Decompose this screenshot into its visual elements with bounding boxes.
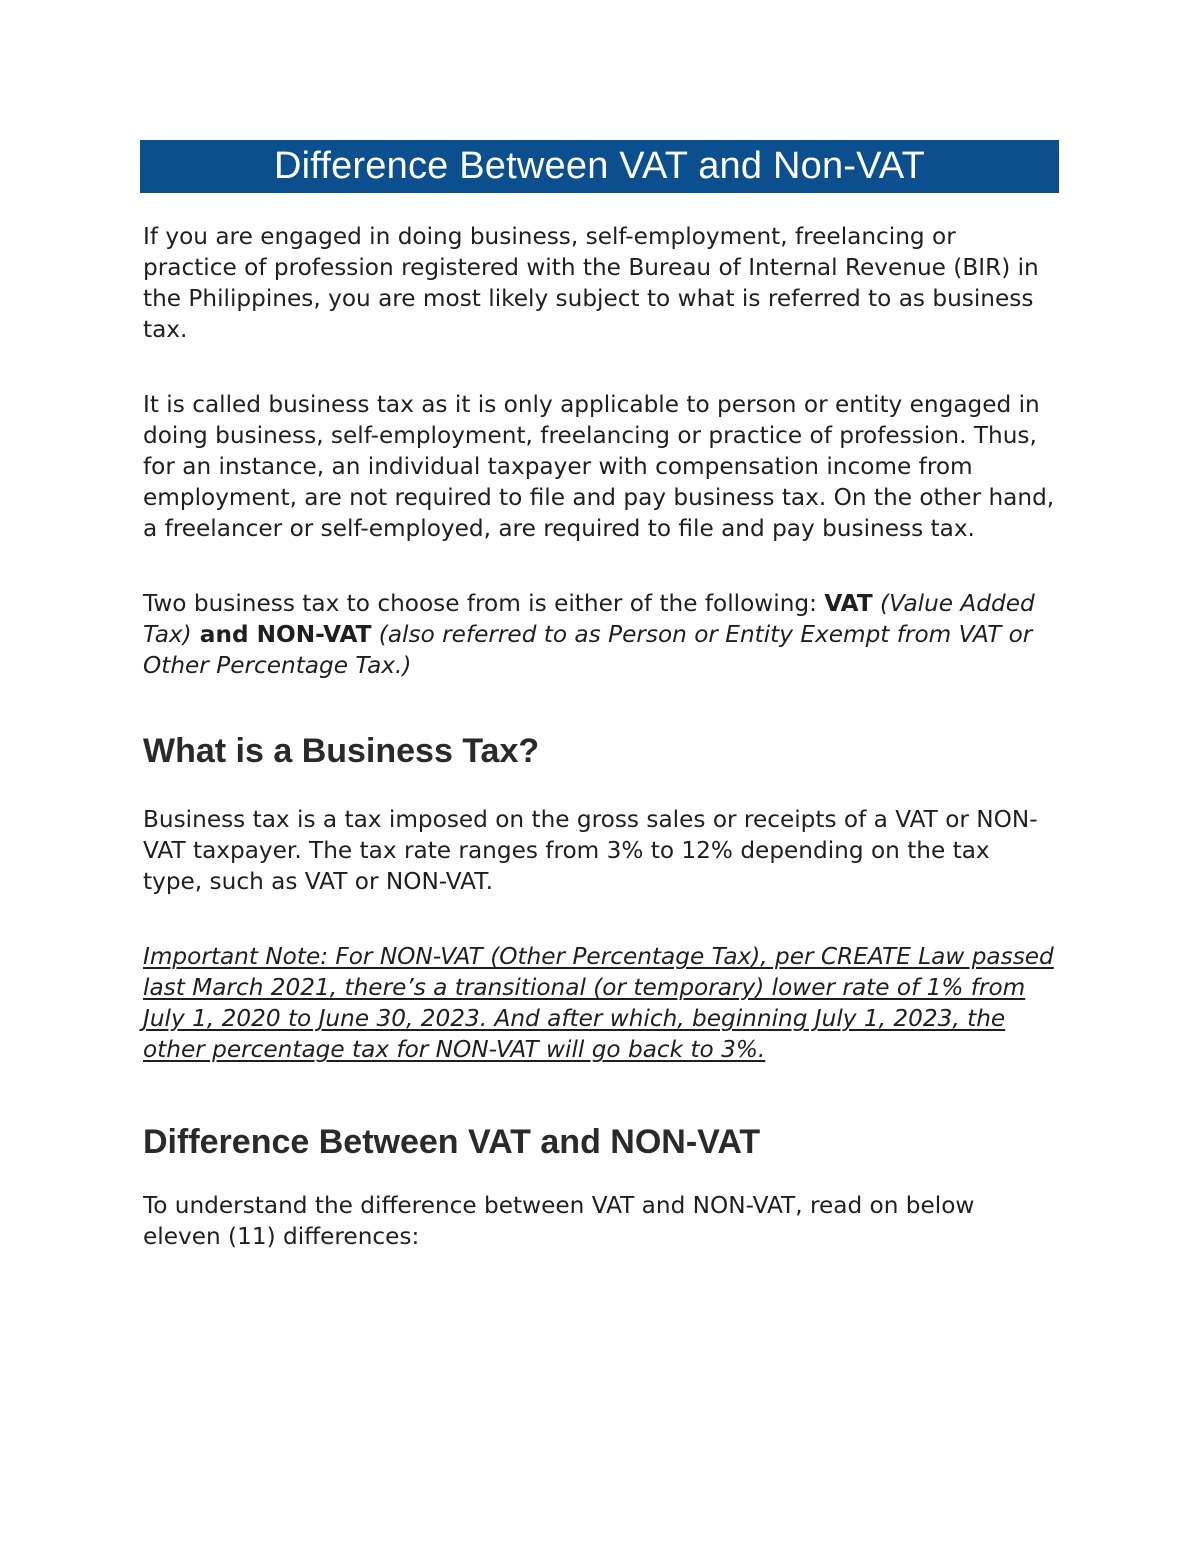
vat-description: (Value Added Tax) <box>143 590 1035 648</box>
intro-paragraph-1: If you are engaged in doing business, self-employment, freelancing or practice of profession registered with the Bureau of Internal Revenue (BIR) in the Philippines, you are most likely subject to what is referred to as business tax. <box>143 223 1039 343</box>
title-banner <box>140 140 1059 193</box>
and-connector: and <box>191 621 257 648</box>
nonvat-description: (also referred to as Person or Entity Exempt from VAT or Other Percentage Tax.) <box>143 621 1033 679</box>
tax-choice-lead: Two business tax to choose from is either of the following: <box>143 590 825 617</box>
document-page <box>140 140 1059 1252</box>
document-title: Difference Between VAT and Non-VAT <box>273 145 926 187</box>
important-note: Important Note: For NON-VAT (Other Percentage Tax), per CREATE Law passed last March 2021, there’s a transitional (or temporary) lower rate of 1% from July 1, 2020 to June 30, 2023. And after which, beginning July 1, 2023, the other percentage tax for NON-VAT will go back to 3%. <box>143 943 1054 1063</box>
nonvat-term: NON-VAT <box>256 621 372 648</box>
intro-paragraph-3 <box>143 588 1055 681</box>
intro-paragraph-2: It is called business tax as it is only applicable to person or entity engaged in doing business, self-employment, freelancing or practice of profession. Thus, for an instance, an individual taxpayer with compensation income from employment, are not required to file and pay business tax. On the other hand, a freelancer or self-employed, are required to file and pay business tax. <box>143 391 1055 542</box>
difference-heading: Difference Between VAT and NON-VAT <box>143 1123 761 1161</box>
business-tax-paragraph: Business tax is a tax imposed on the gross sales or receipts of a VAT or NON-VAT taxpayer. The tax rate ranges from 3% to 12% depending on the tax type, such as VAT or NON-VAT. <box>143 806 1038 895</box>
business-tax-heading: What is a Business Tax? <box>143 732 540 770</box>
difference-paragraph: To understand the difference between VAT and NON-VAT, read on below eleven (11) differences: <box>143 1192 975 1250</box>
document-body <box>140 221 1059 1252</box>
vat-term: VAT <box>824 590 873 617</box>
